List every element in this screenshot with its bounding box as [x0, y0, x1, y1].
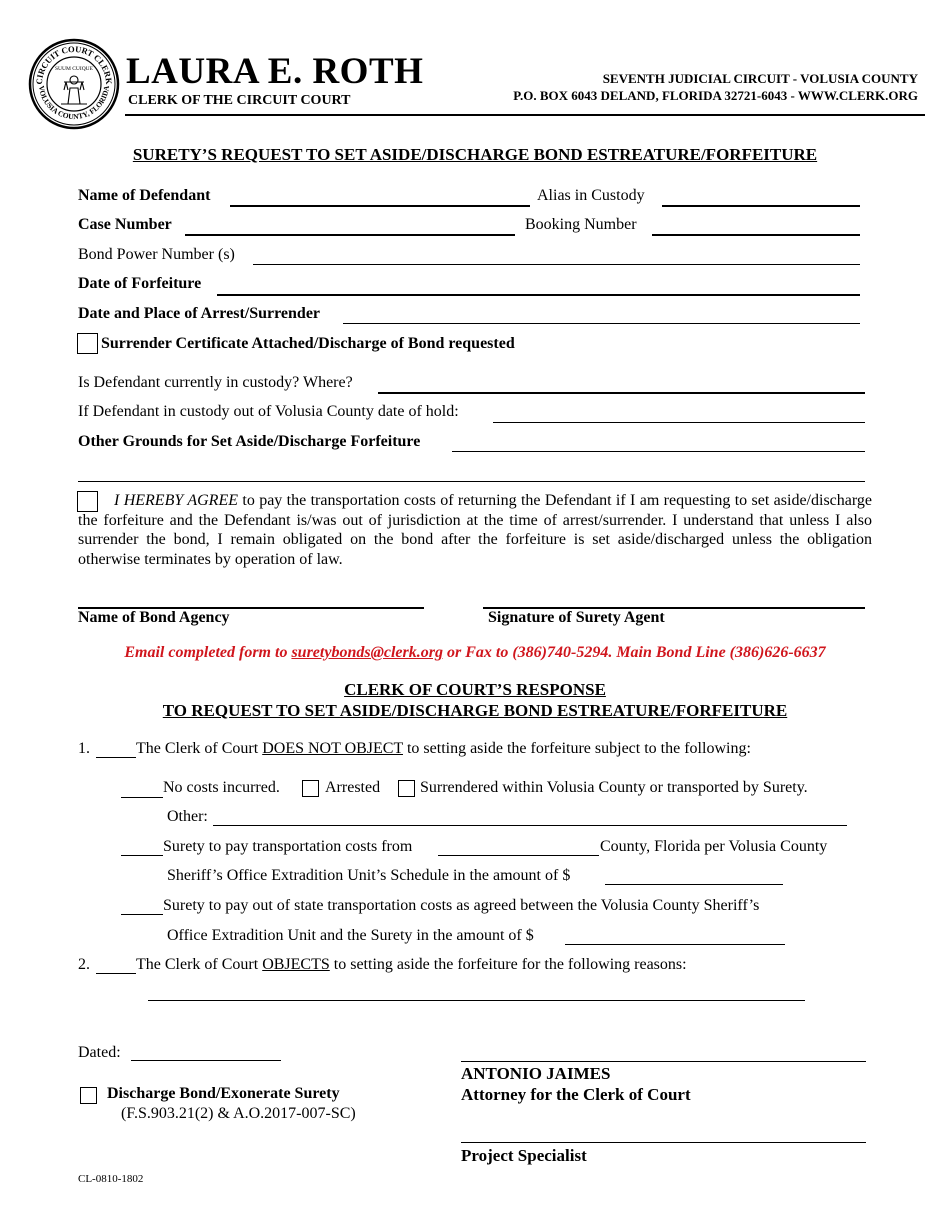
- other-grounds-field[interactable]: [452, 451, 865, 452]
- date-place-arrest-label: Date and Place of Arrest/Surrender: [78, 305, 321, 322]
- dated-field[interactable]: [131, 1060, 281, 1061]
- booking-number-label: Booking Number: [525, 216, 637, 233]
- item-2-key: OBJECTS: [262, 956, 330, 973]
- surety-agent-label: Signature of Surety Agent: [488, 609, 665, 626]
- surrender-certificate-label: Surrender Certificate Attached/Discharge of Bond requested: [101, 335, 515, 352]
- contact-suffix: or Fax to (386)740-5294. Main Bond Line (386)626-6637: [442, 644, 826, 661]
- item-2-number: 2.: [78, 956, 90, 973]
- objection-reasons-field[interactable]: [148, 1000, 805, 1001]
- out-of-state-amount-field[interactable]: [565, 944, 785, 945]
- item-1-key: DOES NOT OBJECT: [262, 740, 403, 757]
- header-divider: [125, 114, 925, 116]
- case-number-label: Case Number: [78, 216, 172, 233]
- transport-county-field[interactable]: [438, 855, 599, 856]
- clerk-name: LAURA E. ROTH: [126, 51, 424, 92]
- name-of-defendant-field[interactable]: [230, 205, 530, 207]
- arrested-label: Arrested: [325, 779, 381, 796]
- alias-in-custody-label: Alias in Custody: [537, 187, 645, 204]
- attorney-signature-line[interactable]: [461, 1061, 866, 1062]
- agreement-paragraph: [78, 491, 872, 569]
- alias-in-custody-field[interactable]: [662, 205, 860, 207]
- out-of-state-label-a: Surety to pay out of state transportation costs as agreed between the Volusia County Sheriff’s: [163, 897, 760, 914]
- transport-blank[interactable]: [121, 855, 163, 856]
- attorney-title: Attorney for the Clerk of Court: [461, 1085, 691, 1104]
- circuit-name: SEVENTH JUDICIAL CIRCUIT - VOLUSIA COUNTY: [602, 71, 918, 86]
- clerk-address: P.O. BOX 6043 DELAND, FLORIDA 32721-6043 - WWW.CLERK.ORG: [513, 88, 918, 103]
- transport-label-a: Surety to pay transportation costs from: [163, 838, 413, 855]
- transport-amount-field[interactable]: [605, 884, 783, 885]
- discharge-checkbox[interactable]: [80, 1087, 97, 1104]
- other-label: Other:: [167, 808, 208, 825]
- item-2-post: to setting aside the forfeiture for the following reasons:: [329, 956, 687, 973]
- name-of-defendant-label: Name of Defendant: [78, 187, 211, 204]
- email-link[interactable]: suretybonds@clerk.org: [291, 644, 443, 661]
- statute-reference: (F.S.903.21(2) & A.O.2017-007-SC): [121, 1105, 356, 1122]
- bond-power-number-field[interactable]: [253, 264, 860, 265]
- item-1-post: to setting aside the forfeiture subject to the following:: [402, 740, 751, 757]
- no-costs-label: No costs incurred.: [163, 779, 280, 796]
- booking-number-field[interactable]: [652, 234, 860, 236]
- response-title-1: CLERK OF COURT’S RESPONSE: [344, 680, 606, 699]
- dated-label: Dated:: [78, 1044, 121, 1061]
- out-of-state-blank[interactable]: [121, 914, 163, 915]
- transport-label-b: County, Florida per Volusia County: [600, 838, 828, 855]
- custody-out-of-county-field[interactable]: [493, 422, 865, 423]
- arrested-checkbox[interactable]: [302, 780, 319, 797]
- transport-label-c: Sheriff’s Office Extradition Unit’s Schedule in the amount of $: [167, 867, 571, 884]
- attorney-name: ANTONIO JAIMES: [461, 1064, 611, 1083]
- out-of-state-label-b: Office Extradition Unit and the Surety in the amount of $: [167, 927, 534, 944]
- form-title: SURETY’S REQUEST TO SET ASIDE/DISCHARGE BOND ESTREATURE/FORFEITURE: [132, 145, 818, 164]
- item-2-pre: The Clerk of Court: [136, 956, 263, 973]
- bond-agency-label: Name of Bond Agency: [78, 609, 230, 626]
- seal-motto: SUUM CUIQUE: [54, 66, 94, 72]
- seal-bottom-text: VOLUSIA COUNTY, FLORIDA: [36, 85, 112, 122]
- surrender-certificate-checkbox[interactable]: [77, 333, 98, 354]
- form-code: CL-0810-1802: [78, 1173, 144, 1185]
- clerk-seal: [28, 38, 120, 130]
- case-number-field[interactable]: [185, 234, 515, 236]
- discharge-label: Discharge Bond/Exonerate Surety: [107, 1085, 340, 1102]
- agreement-text: to pay the transportation costs of returning the Defendant if I am requesting to set aside/discharge the forfeiture and the Defendant is/was out of jurisdiction at the time of arrest/surrender. I understand that unless I also surrender the bond, I remain obligated on the bond after the forfeiture is set aside/discharged unless the obligation otherwise terminates by operation of law.: [78, 492, 873, 568]
- item-1-number: 1.: [78, 740, 90, 757]
- item-1-blank[interactable]: [96, 757, 136, 758]
- no-costs-blank[interactable]: [121, 797, 163, 798]
- in-custody-where-label: Is Defendant currently in custody? Where?: [78, 374, 353, 391]
- contact-prefix: Email completed form to: [124, 644, 292, 661]
- other-grounds-field-2[interactable]: [78, 481, 865, 482]
- surrendered-checkbox[interactable]: [398, 780, 415, 797]
- specialist-signature-line[interactable]: [461, 1142, 866, 1143]
- agreement-lead: I HEREBY AGREE: [114, 492, 238, 509]
- surrendered-label: Surrendered within Volusia County or transported by Surety.: [420, 779, 808, 796]
- other-grounds-label: Other Grounds for Set Aside/Discharge Forfeiture: [78, 433, 421, 450]
- in-custody-where-field[interactable]: [378, 392, 865, 394]
- response-title-2: TO REQUEST TO SET ASIDE/DISCHARGE BOND ESTREATURE/FORFEITURE: [162, 701, 788, 720]
- item-1-pre: The Clerk of Court: [136, 740, 263, 757]
- other-field[interactable]: [213, 825, 847, 826]
- bond-power-number-label: Bond Power Number (s): [78, 246, 235, 263]
- date-place-arrest-field[interactable]: [343, 323, 860, 324]
- seal-top-text: CIRCUIT COURT CLERK: [33, 43, 115, 85]
- item-2-blank[interactable]: [96, 973, 136, 974]
- item-2-text: [136, 956, 687, 974]
- custody-out-of-county-label: If Defendant in custody out of Volusia County date of hold:: [78, 403, 459, 420]
- contact-line: [0, 644, 950, 662]
- date-of-forfeiture-label: Date of Forfeiture: [78, 275, 202, 292]
- project-specialist-label: Project Specialist: [461, 1146, 587, 1165]
- clerk-title: CLERK OF THE CIRCUIT COURT: [128, 93, 351, 108]
- date-of-forfeiture-field[interactable]: [217, 294, 860, 296]
- item-1-text: [136, 740, 751, 758]
